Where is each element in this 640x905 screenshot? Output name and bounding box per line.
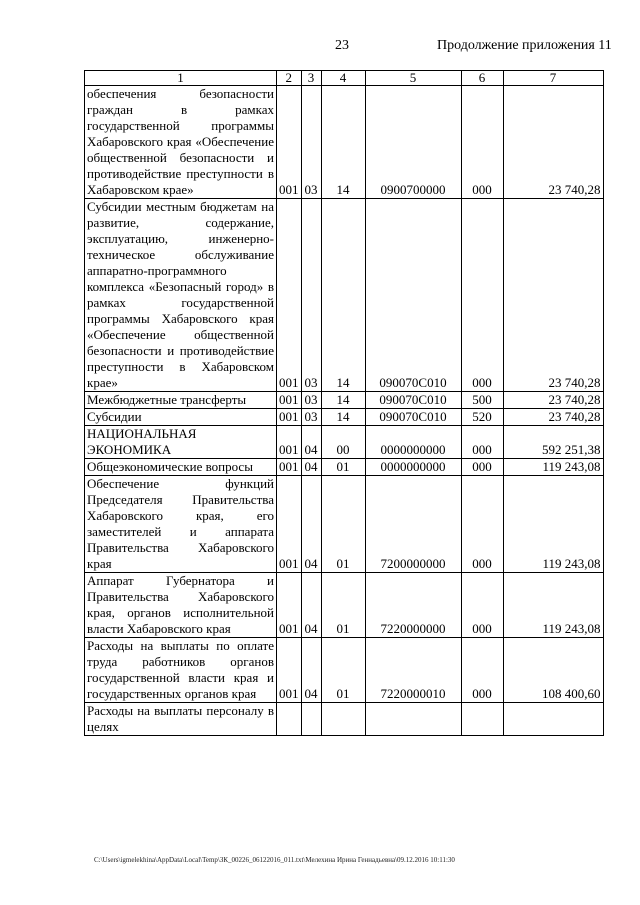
cell-target: 0000000000 [365, 459, 461, 476]
cell-expense-type: 000 [461, 459, 503, 476]
table-header-row [85, 71, 604, 86]
table-row [85, 426, 604, 459]
cell-expense-type: 000 [461, 476, 503, 573]
cell-subsection: 14 [321, 409, 365, 426]
column-header: 3 [301, 71, 321, 86]
cell-section: 03 [301, 199, 321, 392]
cell-amount: 119 243,08 [503, 459, 603, 476]
cell-section: 04 [301, 426, 321, 459]
cell-amount: 23 740,28 [503, 392, 603, 409]
table-row [85, 86, 604, 199]
cell-code: 001 [277, 409, 302, 426]
cell-section: 04 [301, 476, 321, 573]
table-row [85, 459, 604, 476]
cell-expense-type: 000 [461, 638, 503, 703]
cell-expense-type: 000 [461, 426, 503, 459]
cell-target: 090070С010 [365, 199, 461, 392]
item-name: Обеспечение функций Председателя Правительства Хабаровского края, его заместителей и аппарата Правительства Хабаровского края [85, 476, 277, 573]
item-name: Субсидии местным бюджетам на развитие, содержание, эксплуатацию, инженерно-техническое обслуживание аппаратно-программного комплекса «Безопасный город» в рамках государственной программы Хабаровского края «Обеспечение общественной безопасности и противодействие преступности в Хабаровском крае» [85, 199, 277, 392]
cell-section: 04 [301, 573, 321, 638]
cell-target: 7220000000 [365, 573, 461, 638]
table-row [85, 703, 604, 736]
cell-section: 03 [301, 409, 321, 426]
cell-target: 7220000010 [365, 638, 461, 703]
column-header: 7 [503, 71, 603, 86]
cell-target: 0000000000 [365, 426, 461, 459]
column-header: 1 [85, 71, 277, 86]
cell-amount: 23 740,28 [503, 409, 603, 426]
cell-code: 001 [277, 86, 302, 199]
cell-code [277, 703, 302, 736]
cell-section: 03 [301, 392, 321, 409]
cell-amount [503, 703, 603, 736]
cell-code: 001 [277, 573, 302, 638]
table-row [85, 573, 604, 638]
cell-section: 04 [301, 459, 321, 476]
table-row [85, 392, 604, 409]
item-name: Аппарат Губернатора и Правительства Хабаровского края, органов исполнительной власти Хабаровского края [85, 573, 277, 638]
cell-subsection: 14 [321, 392, 365, 409]
item-name: Расходы на выплаты по оплате труда работников органов государственной власти края и государственных органов края [85, 638, 277, 703]
cell-amount: 108 400,60 [503, 638, 603, 703]
cell-expense-type: 000 [461, 86, 503, 199]
item-name: обеспечения безопасности граждан в рамках государственной программы Хабаровского края «Обеспечение общественной безопасности и противодействие преступности в Хабаровском крае» [85, 86, 277, 199]
continuation-title: Продолжение приложения 11 [437, 38, 612, 53]
cell-expense-type: 520 [461, 409, 503, 426]
cell-expense-type: 000 [461, 573, 503, 638]
cell-expense-type: 000 [461, 199, 503, 392]
cell-section: 03 [301, 86, 321, 199]
cell-amount: 23 740,28 [503, 86, 603, 199]
cell-target: 090070С010 [365, 409, 461, 426]
cell-amount: 119 243,08 [503, 573, 603, 638]
item-name: Общеэкономические вопросы [85, 459, 277, 476]
column-header: 5 [365, 71, 461, 86]
column-header: 4 [321, 71, 365, 86]
cell-amount: 592 251,38 [503, 426, 603, 459]
item-name: НАЦИОНАЛЬНАЯ ЭКОНОМИКА [85, 426, 277, 459]
item-name: Субсидии [85, 409, 277, 426]
cell-section: 04 [301, 638, 321, 703]
cell-subsection: 14 [321, 86, 365, 199]
cell-subsection: 01 [321, 638, 365, 703]
cell-subsection: 00 [321, 426, 365, 459]
cell-subsection: 01 [321, 476, 365, 573]
budget-table [84, 70, 604, 736]
cell-subsection [321, 703, 365, 736]
cell-amount: 119 243,08 [503, 476, 603, 573]
cell-target: 0900700000 [365, 86, 461, 199]
cell-expense-type: 500 [461, 392, 503, 409]
table-row [85, 199, 604, 392]
cell-subsection: 01 [321, 573, 365, 638]
cell-subsection: 01 [321, 459, 365, 476]
cell-expense-type [461, 703, 503, 736]
cell-code: 001 [277, 638, 302, 703]
table-row [85, 476, 604, 573]
page-number: 23 [335, 38, 349, 53]
cell-amount: 23 740,28 [503, 199, 603, 392]
item-name: Межбюджетные трансферты [85, 392, 277, 409]
column-header: 2 [277, 71, 302, 86]
document-footer-path: C:\Users\igmelekhina\AppData\Local\Temp\ЗК_00226_06122016_011.txt\Мелехина Ирина Геннадьевна\09.12.2016 10:11:30 [94, 856, 455, 864]
cell-target: 090070С010 [365, 392, 461, 409]
cell-section [301, 703, 321, 736]
cell-code: 001 [277, 199, 302, 392]
cell-target: 7200000000 [365, 476, 461, 573]
cell-code: 001 [277, 476, 302, 573]
cell-code: 001 [277, 392, 302, 409]
cell-target [365, 703, 461, 736]
table-row [85, 409, 604, 426]
table-row [85, 638, 604, 703]
cell-code: 001 [277, 459, 302, 476]
cell-code: 001 [277, 426, 302, 459]
cell-subsection: 14 [321, 199, 365, 392]
item-name: Расходы на выплаты персоналу в целях [85, 703, 277, 736]
column-header: 6 [461, 71, 503, 86]
